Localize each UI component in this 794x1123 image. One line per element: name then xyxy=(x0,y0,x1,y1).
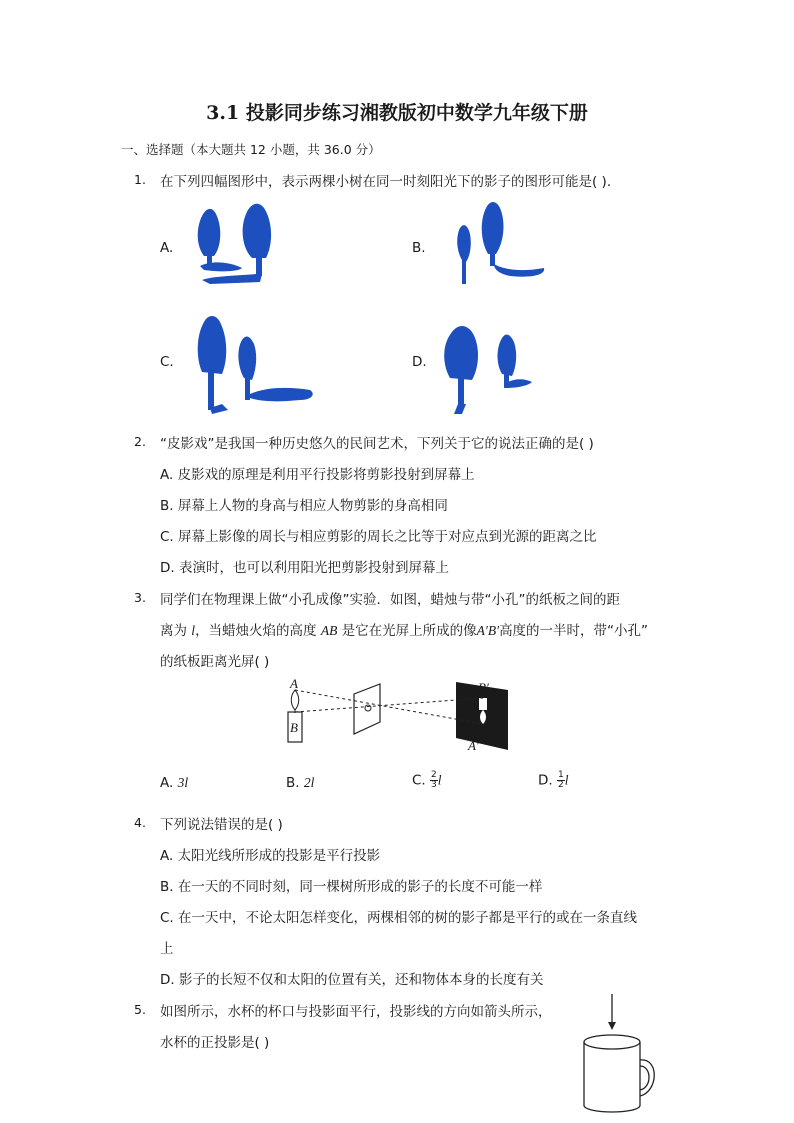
q1-figure-c xyxy=(192,312,332,416)
q2-option-d: D. 表演时，也可以利用阳光把剪影投射到屏幕上 xyxy=(160,560,449,576)
question-3-number: 3. xyxy=(134,590,146,605)
question-2-number: 2. xyxy=(134,434,146,449)
q1-option-c-label: C. xyxy=(160,354,174,370)
q3-option-c-fraction xyxy=(430,771,438,790)
q3-option-a-value: 3l xyxy=(177,775,189,790)
q3-option-d-numerator: 1 xyxy=(557,770,564,780)
q3-option-a xyxy=(160,775,188,791)
question-3-line-2 xyxy=(160,619,648,639)
q3-text: 是它在光屏上所成的像 xyxy=(337,623,477,639)
q3-var-l: l xyxy=(191,623,196,638)
q3-option-d-denominator: 2 xyxy=(557,780,564,790)
q3-label-b-prime: B′ xyxy=(478,680,489,695)
q4-option-b: B. 在一天的不同时刻，同一棵树所形成的影子的长度不可能一样 xyxy=(160,879,543,895)
q4-option-c-continued: 上 xyxy=(160,941,174,957)
question-1-text: 在下列四幅图形中，表示两棵小树在同一时刻阳光下的影子的图形可能是( ). xyxy=(160,174,612,190)
q4-option-a: A. 太阳光线所形成的投影是平行投影 xyxy=(160,848,381,864)
q3-label-b: B xyxy=(290,720,298,735)
q3-option-c-var: l xyxy=(437,772,442,788)
question-2-text: “皮影戏”是我国一种历史悠久的民间艺术，下列关于它的说法正确的是( ) xyxy=(160,436,594,452)
question-4-text: 下列说法错误的是( ) xyxy=(160,817,283,833)
q3-var-a-prime-b-prime: A′B′ xyxy=(476,623,500,638)
q3-option-a-letter: A. xyxy=(160,775,174,791)
q3-option-d xyxy=(538,771,568,790)
q5-cup-figure xyxy=(578,992,662,1118)
q3-text: 高度的一半时，带“小孔” xyxy=(499,623,649,639)
q2-option-c: C. 屏幕上影像的周长与相应剪影的周长之比等于对应点到光源的距离之比 xyxy=(160,529,597,545)
question-1-number: 1. xyxy=(134,172,146,187)
q3-var-ab: AB xyxy=(320,623,338,638)
question-4-number: 4. xyxy=(134,815,146,830)
q1-figure-a xyxy=(190,198,300,288)
q3-option-d-letter: D. xyxy=(538,772,553,789)
q1-figure-d xyxy=(440,320,550,416)
q3-option-d-fraction xyxy=(557,771,565,790)
q2-option-b: B. 屏幕上人物的身高与相应人物剪影的身高相同 xyxy=(160,498,448,514)
q3-option-c-denominator: 3 xyxy=(431,780,437,790)
question-5-number: 5. xyxy=(134,1002,146,1017)
q1-figure-b xyxy=(432,198,552,290)
question-5-line-1: 如图所示，水杯的杯口与投影面平行，投影线的方向如箭头所示， xyxy=(160,1004,552,1020)
q3-option-b-value: 2l xyxy=(303,775,315,790)
question-3-line-3: 的纸板距离光屏( ) xyxy=(160,654,270,670)
q1-option-a-label: A. xyxy=(160,240,174,256)
q3-option-d-var: l xyxy=(564,772,569,788)
q3-option-b-letter: B. xyxy=(286,775,300,791)
page-title: 3.1 投影同步练习湘教版初中数学九年级下册 xyxy=(206,102,588,124)
q3-option-b xyxy=(286,775,314,791)
q3-option-c xyxy=(412,771,442,790)
question-5-line-2: 水杯的正投影是( ) xyxy=(160,1035,270,1051)
q2-option-a: A. 皮影戏的原理是利用平行投影将剪影投射到屏幕上 xyxy=(160,467,475,483)
q3-label-a-prime: A′ xyxy=(468,738,479,753)
q4-option-d: D. 影子的长短不仅和太阳的位置有关，还和物体本身的长度有关 xyxy=(160,972,544,988)
q1-option-b-label: B. xyxy=(412,240,426,256)
q3-label-a: A xyxy=(290,676,298,691)
section-heading: 一、选择题（本大题共 12 小题，共 36.0 分） xyxy=(121,142,381,157)
q1-option-d-label: D. xyxy=(412,354,427,370)
q3-text: 离为 xyxy=(160,623,192,639)
q3-option-c-letter: C. xyxy=(412,772,426,789)
question-3-line-1: 同学们在物理课上做“小孔成像”实验．如图，蜡烛与带“小孔”的纸板之间的距 xyxy=(160,592,620,608)
q3-text: ，当蜡烛火焰的高度 xyxy=(195,623,321,639)
q4-option-c: C. 在一天中，不论太阳怎样变化，两棵相邻的树的影子都是平行的或在一条直线 xyxy=(160,910,638,926)
q3-option-c-numerator: 2 xyxy=(431,770,437,780)
